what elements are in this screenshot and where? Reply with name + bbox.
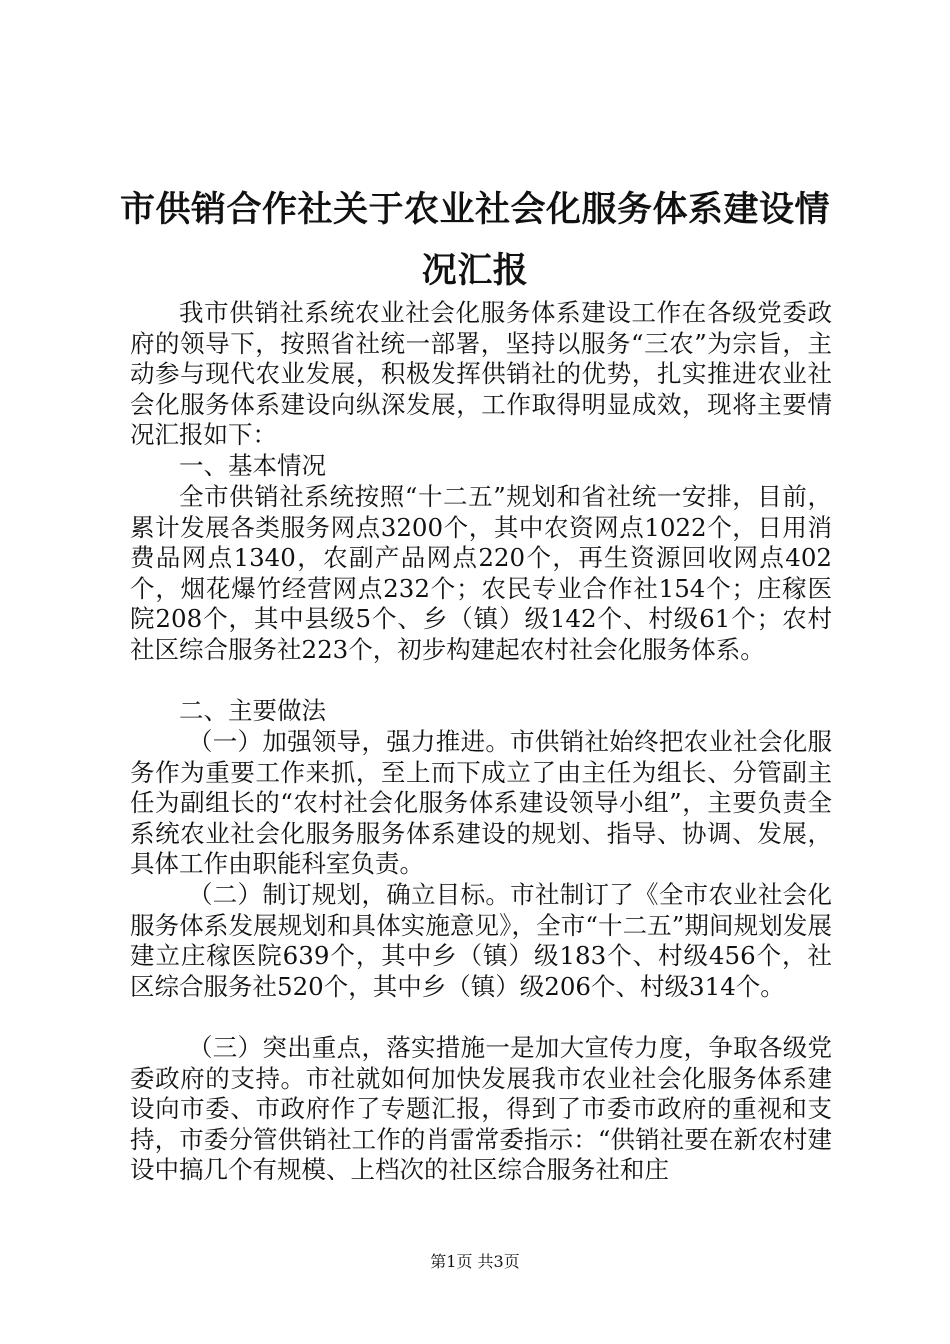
method-paragraph-1: （一）加强领导，强力推进。市供销社始终把农业社会化服务作为重要工作来抓，至上而下成立了由主任为组长、分管副主任为副组长的“农村社会化服务体系建设领导小组”，主要负责全系统农业社会化服务服务体系建设的规划、指导、协调、发展，具体工作由职能科室负责。 <box>130 727 832 878</box>
page-footer: 第1页 共3页 <box>430 1252 520 1271</box>
method-paragraph-2: （二）制订规划，确立目标。市社制订了《全市农业社会化服务体系发展规划和具体实施意见》，全市“十二五”期间规划发展建立庄稼医院639个，其中乡（镇）级183个、村级456个，社区综合服务社520个，其中乡（镇）级206个、村级314个。 <box>130 880 832 1001</box>
intro-paragraph: 我市供销社系统农业社会化服务体系建设工作在各级党委政府的领导下，按照省社统一部署，坚持以服务“三农”为宗旨，主动参与现代农业发展，积极发挥供销社的优势，扎实推进农业社会化服务体系建设向纵深发展，工作取得明显成效，现将主要情况汇报如下： <box>130 298 832 449</box>
basic-situation-paragraph: 全市供销社系统按照“十二五”规划和省社统一安排，目前，累计发展各类服务网点3200个，其中农资网点1022个，日用消费品网点1340，农副产品网点220个，再生资源回收网点402个，烟花爆竹经营网点232个；农民专业合作社154个；庄稼医院208个，其中县级5个、乡（镇）级142个、村级61个；农村社区综合服务社223个，初步构建起农村社会化服务体系。 <box>130 482 832 664</box>
document-title-line-1: 市供销合作社关于农业社会化服务体系建设情 <box>120 189 831 230</box>
document-title-line-2: 况汇报 <box>421 250 529 291</box>
method-paragraph-3: （三）突出重点，落实措施一是加大宣传力度，争取各级党委政府的支持。市社就如何加快发展我市农业社会化服务体系建设向市委、市政府作了专题汇报，得到了市委市政府的重视和支持，市委分管供销社工作的肖雷常委指示：“供销社要在新农村建设中搞几个有规模、上档次的社区综合服务社和庄 <box>130 1033 832 1184</box>
section-heading-methods: 二、主要做法 <box>179 696 326 725</box>
section-heading-basic: 一、基本情况 <box>179 451 326 480</box>
